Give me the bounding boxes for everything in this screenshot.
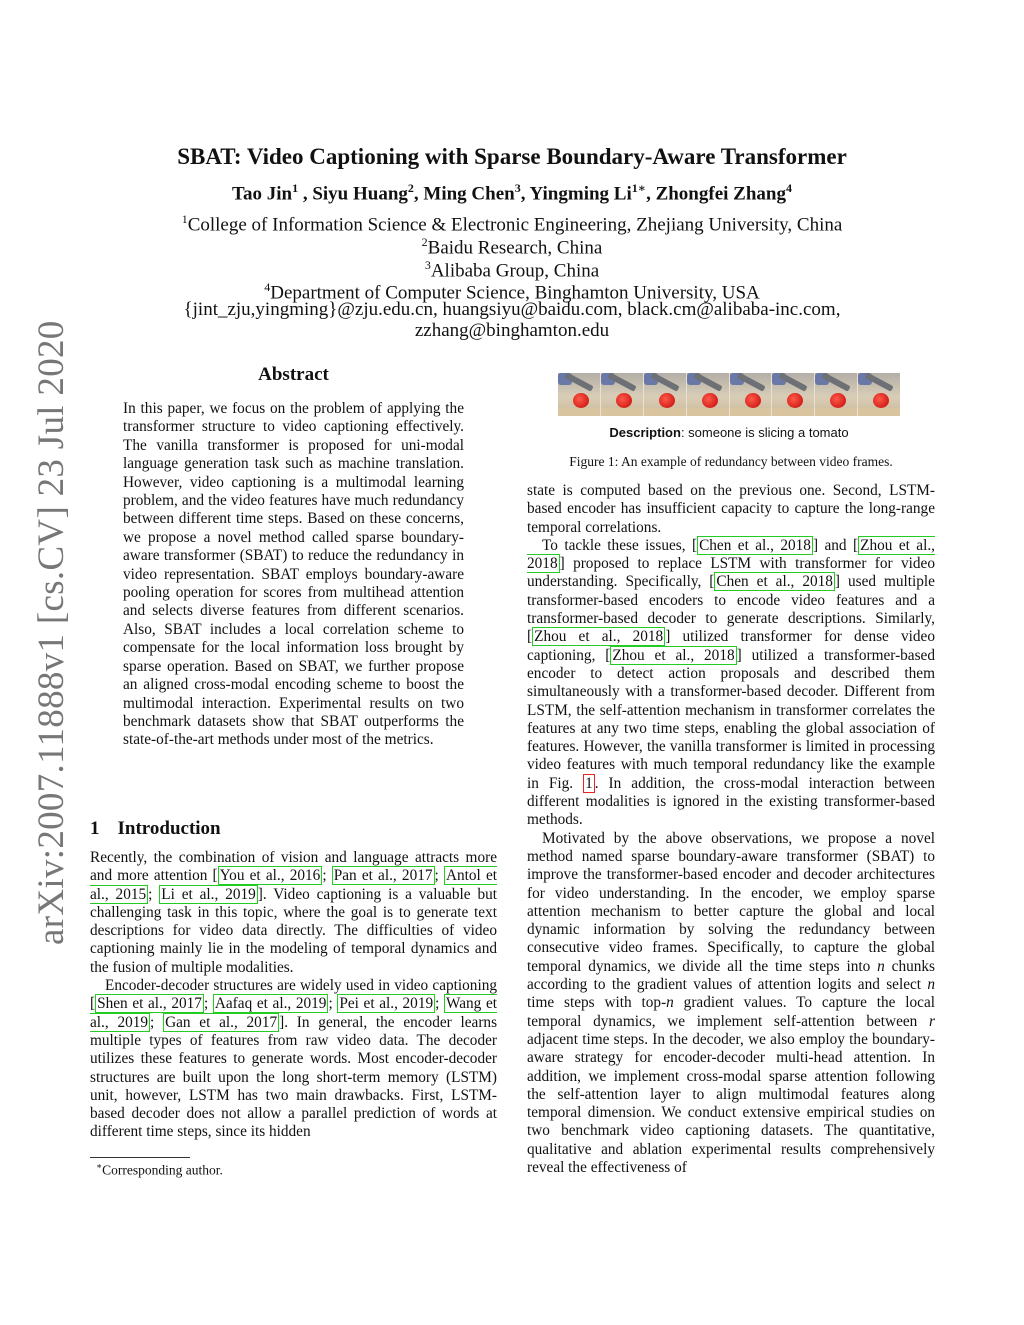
citation-link[interactable]: Zhou et al., 2018 bbox=[612, 646, 735, 664]
paragraph: state is computed based on the previous one. Second, LSTM-based encoder has insufficient capacity to capture the long-range temporal correlations. bbox=[527, 482, 935, 536]
affiliation: $^4$Department of Computer Science, Binghamton University, USA bbox=[264, 280, 760, 304]
citation-link[interactable]: Gan et al., 2017 bbox=[165, 1013, 278, 1031]
author-name: Siyu Huang bbox=[312, 183, 408, 205]
right-column-body bbox=[527, 482, 935, 1177]
author-name: Ming Chen bbox=[423, 183, 515, 205]
citation-link[interactable]: You et al., 2016 bbox=[219, 867, 321, 885]
footnote-divider bbox=[90, 1157, 190, 1158]
citation-link[interactable]: Wang et al., 2019 bbox=[90, 995, 498, 1031]
author-name: Zhongfei Zhang bbox=[655, 183, 786, 205]
citation-link[interactable]: Chen et al., 2018 bbox=[716, 573, 833, 591]
figure-video-frames bbox=[558, 373, 900, 416]
email-list: zzhang@binghamton.edu bbox=[414, 320, 610, 341]
abstract-heading: Abstract bbox=[258, 364, 329, 385]
author-name: Yingming Li bbox=[529, 183, 632, 205]
citation-link[interactable]: Pan et al., 2017 bbox=[333, 867, 433, 885]
author-name: Tao Jin bbox=[232, 183, 293, 205]
citation-link[interactable]: Zhou et al., 2018 bbox=[534, 628, 664, 646]
video-frame-image bbox=[730, 373, 772, 416]
affiliation: $^2$Baidu Research, China bbox=[421, 235, 603, 259]
paragraph: To tackle these issues, [ Chen et al., 2018 ] and [ Zhou et al., 2018 ] proposed to replace LSTM with transformer for video understanding. Specifically, [ Chen et al., 2018 ] used multiple transformer-based encoders to encode video features and a transformer-based decoder to generate descriptions. Similarly, [ Zhou et al., 2018 ] utilized transformer for dense video captioning, [ Zhou et al., 2018 ] utilized a transformer-based encoder to detect action proposals and described them simultaneously with a transformer-based decoder. Different from LSTM, the self-attention mechanism in transformer correlates the features at any two time steps, enabling the global association of features. However, the vanilla transformer is limited in processing video features with much temporal redundancy like the example in Fig. 1 . In addition, the cross-modal interaction between different modalities is ignored in the existing transformer-based methods. bbox=[527, 536, 935, 829]
video-frame-image bbox=[772, 373, 814, 416]
footnote: ∗Corresponding author. bbox=[96, 1161, 223, 1178]
video-frame-image bbox=[687, 373, 729, 416]
video-frame-image bbox=[601, 373, 643, 416]
citation-link[interactable]: Aafaq et al., 2019 bbox=[214, 995, 327, 1013]
email-list: {jint_zju,yingming}@zju.edu.cn, huangsiyu@baidu.com, black.cm@alibaba-inc.com, bbox=[183, 299, 841, 320]
video-frame-image bbox=[558, 373, 600, 416]
citation-link[interactable]: Chen et al., 2018 bbox=[699, 536, 811, 554]
section-heading: 1 Introduction bbox=[90, 818, 221, 839]
video-frame-image bbox=[644, 373, 686, 416]
citation-link[interactable]: Zhou et al., 2018 bbox=[527, 536, 935, 573]
figure-caption: Figure 1: An example of redundancy between video frames. bbox=[569, 454, 893, 469]
paragraph: Recently, the combination of vision and language attracts more and more attention [ You et al., 2016 ; Pan et al., 2017 ; Antol et al., 2015 ; Li et al., 2019 ]. Video captioning is a valuable but challenging task in this topic, where the goal is to generate text descriptions for video data directly. The difficulties of video captioning mainly lie in the modeling of temporal dynamics and the fusion of multiple modalities. bbox=[90, 849, 498, 976]
citation-link[interactable]: Li et al., 2019 bbox=[161, 885, 256, 903]
citation-link[interactable]: Shen et al., 2017 bbox=[97, 995, 202, 1013]
video-frame-image bbox=[858, 373, 900, 416]
abstract-text: In this paper, we focus on the problem of applying the transformer structure to video captioning effectively. The vanilla transformer is proposed for uni-modal language generation task such as machine translation. However, video captioning is a multimodal learning problem, and the video features have much redundancy between different time steps. Based on these concerns, we propose a novel method called sparse boundary-aware transformer (SBAT) to reduce the redundancy in video representation. SBAT employs boundary-aware pooling operation for scores from multihead attention and selects diverse features from different scenarios. Also, SBAT includes a local correlation scheme to compensate for the local information loss brought by sparse operation. Based on SBAT, we further propose an aligned cross-modal encoding scheme to boost the multimodal interaction. Experimental results on two benchmark datasets show that SBAT outperforms the state-of-the-art methods under most of the metrics. bbox=[123, 400, 464, 749]
video-frame-image bbox=[815, 373, 857, 416]
citation-link[interactable]: Antol et al., 2015 bbox=[90, 867, 497, 903]
paragraph: Encoder-decoder structures are widely used in video captioning [ Shen et al., 2017 ; Aafaq et al., 2019 ; Pei et al., 2019 ; Wang et al., 2019 ; Gan et al., 2017 ]. In general, the encoder learns multiple types of features from raw video data. The decoder utilizes these features to generate words. Most encoder-decoder structures are built upon the long short-term memory (LSTM) unit, however, LSTM has two main drawbacks. First, LSTM-based decoder does not allow a parallel prediction of words at different time steps, since its hidden bbox=[90, 977, 498, 1141]
citation-link[interactable]: Pei et al., 2019 bbox=[339, 995, 434, 1013]
affiliation: $^3$Alibaba Group, China bbox=[424, 258, 600, 282]
paper-title: SBAT: Video Captioning with Sparse Boundary-Aware Transformer bbox=[177, 144, 847, 169]
figure-reference-link[interactable]: 1 bbox=[585, 774, 593, 792]
affiliation: $^1$College of Information Science & Electronic Engineering, Zhejiang University, China bbox=[181, 212, 843, 236]
author-list: Tao Jin$^1$ , Siyu Huang$^2$, Ming Chen$^3$, Yingming $Li^{1∗}$, Zhongfei Zhang$^4$ bbox=[232, 181, 792, 205]
figure-description: Description: someone is slicing a tomato bbox=[609, 425, 849, 440]
introduction-body bbox=[90, 849, 497, 1142]
arxiv-identifier: arXiv:2007.11888v1 [cs.CV] 23 Jul 2020 bbox=[31, 320, 72, 945]
paragraph: Motivated by the above observations, we propose a novel method named sparse boundary-aware transformer (SBAT) to improve the transformer-based encoder and decoder architectures for video understanding. In the encoder, we employ sparse attention mechanism to better capture the global and local dynamic information by solving the redundancy between consecutive video frames. Specifically, to capture the global temporal dynamics, we divide all the time steps into n chunks according to the gradient values of attention logits and select n time steps with top-n gradient values. To capture the local temporal dynamics, we implement self-attention between r adjacent time steps. In the decoder, we also employ the boundary-aware strategy for encoder-decoder multi-head attention. In addition, we implement cross-modal sparse attention following the self-attention layer to align multimodal features along temporal dimension. We conduct extensive empirical studies on two benchmark video captioning datasets. The quantitative, qualitative and ablation experimental results comprehensively reveal the effectiveness of bbox=[527, 829, 936, 1176]
